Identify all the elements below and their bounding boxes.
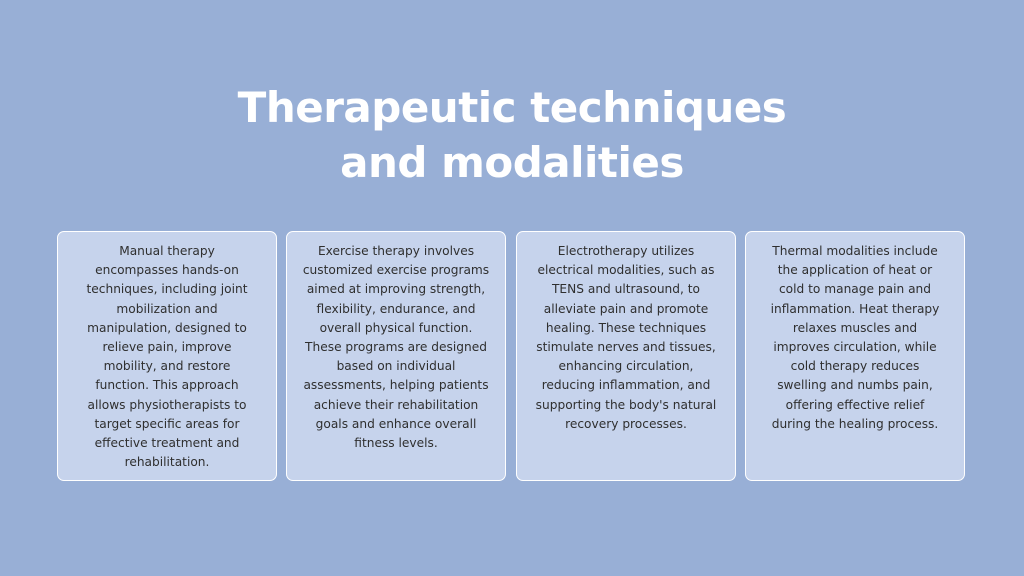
card-text: Manual therapy encompasses hands-on techniques, including joint mobilization and manipulation, designed to relieve pain, improve mobility, and restore function. This approach allows physiotherapists to target specific areas for effective treatment and rehabilitation. [86, 244, 248, 470]
card-text: Electrotherapy utilizes electrical modalities, such as TENS and ultrasound, to alleviate pain and promote healing. These techniques stimulate nerves and tissues, enhancing circulation, reducing inflammation, and supporting the body's natural recovery processes. [535, 244, 717, 431]
slide-title [0, 80, 1024, 190]
card-row [57, 231, 968, 483]
card-thermal-modalities [745, 231, 965, 481]
card-text: Thermal modalities include the application of heat or cold to manage pain and inflammation. Heat therapy relaxes muscles and improves circulation, while cold therapy reduces swelling and numbs pain, offering effective relief during the healing process. [770, 244, 940, 431]
card-manual-therapy [57, 231, 277, 481]
slide-title-line-2: and modalities [340, 138, 684, 187]
card-electrotherapy [516, 231, 736, 481]
slide-title-line-1: Therapeutic techniques [237, 83, 787, 132]
card-exercise-therapy [286, 231, 506, 481]
card-text: Exercise therapy involves customized exercise programs aimed at improving strength, flexibility, endurance, and overall physical function. These programs are designed based on individual assessments, helping patients achieve their rehabilitation goals and enhance overall fitness levels. [302, 244, 490, 451]
